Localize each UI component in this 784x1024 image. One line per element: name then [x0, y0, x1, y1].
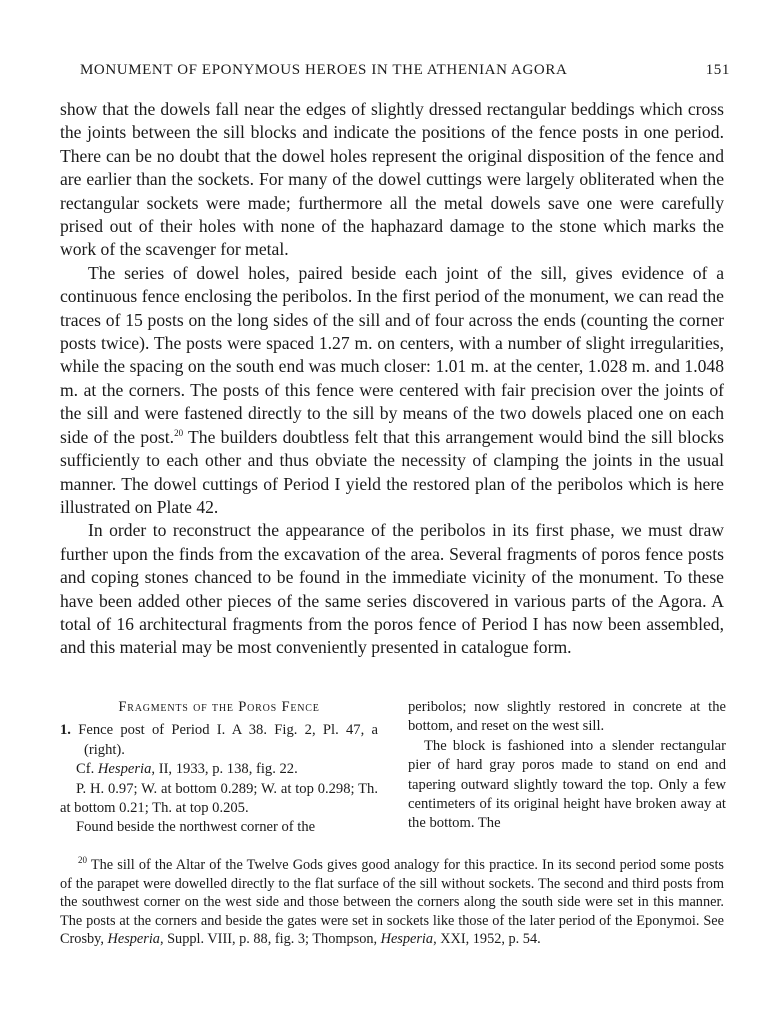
catalogue-item-1-found: Found beside the northwest corner of the	[76, 819, 316, 836]
footnote-marker: 20	[78, 855, 87, 866]
main-text	[60, 98, 724, 660]
footnote-20: $^{20}$ The sill of the Altar of the Twelve Gods gives good analogy for this practice. In its second period some posts of the parapet were dowelled directly to the flat surface of the sill without sockets. The second and third posts from the southwest corner on the west side and those between the corners along the south side were set in this manner. The posts at the corners and beside the gates were set in sockets like those of the later period of the Eponymoi. See Crosby, Hesperia, Suppl. VIII, p. 88, fig. 3; Thompson, Hesperia, XXI, 1952, p. 54.	[60, 855, 724, 948]
catalogue-item-1-title: 1. Fence post of Period I. A 38. Fig. 2, Pl. 47, a (right).	[60, 722, 378, 758]
paragraph-1: show that the dowels fall near the edges of slightly dressed rectangular beddings which cross the joints between the sill blocks and indicate the positions of the fence posts in one period. There can be no doubt that the dowel holes represent the original disposition of the fence and are earlier than the sockets. For many of the dowel cuttings were largely obliterated when the rectangular sockets were made; furthermore all the metal dowels save one were carefully prised out of their holes with none of the haphazard damage to the stone which marks the work of the scavenger for metal.	[60, 99, 724, 260]
catalogue-heading: Fragments of the Poros Fence	[118, 699, 320, 715]
page-number: 151	[705, 62, 730, 78]
catalogue-item-1-ref: Cf. Hesperia, II, 1933, p. 138, fig. 22.	[76, 761, 298, 778]
footnote-ref-20[interactable]: 20	[174, 427, 184, 438]
paragraph-2: The series of dowel holes, paired beside each joint of the sill, gives evidence of a continuous fence enclosing the peribolos. In the first period of the monument, we can read the traces of 15 posts on the long sides of the sill and of four across the ends (counting the corner posts twice). The posts were spaced 1.27 m. on centers, with a number of slight irregularities, while the spacing on the south end was much closer: 1.01 m. at the center, 1.028 m. and 1.048 m. at the corners. The posts of this fence were centered with fair precision over the joints of the sill and were fastened directly to the sill by means of the two dowels placed one on each side of the post.$^{20}$ The builders doubtless felt that this arrangement would bind the sill blocks sufficiently to each other and thus obviate the necessity of clamping the joints in the usual manner. The dowel cuttings of Period I yield the restored plan of the peribolos which is here illustrated on Plate 42.	[60, 262, 724, 517]
paragraph-3: In order to reconstruct the appearance of the peribolos in its first phase, we must draw further upon the finds from the excavation of the area. Several fragments of poros fence posts and coping stones chanced to be found in the immediate vicinity of the monument. To these have been added other pieces of the same series discovered in various parts of the Agora. A total of 16 architectural fragments from the poros fence of Period I has now been assembled, and this material may be most conveniently presented in catalogue form.	[60, 520, 724, 658]
running-title: MONUMENT OF EPONYMOUS HEROES IN THE ATHENIAN AGORA	[80, 62, 568, 78]
running-header	[80, 62, 730, 79]
catalogue-item-1-found-cont: peribolos; now slightly restored in concrete at the bottom, and reset on the west sill.	[408, 699, 726, 735]
catalogue-item-1-dims: P. H. 0.97; W. at bottom 0.289; W. at top 0.298; Th. at bottom 0.21; Th. at top 0.205.	[60, 780, 378, 817]
catalogue-item-1-desc: The block is fashioned into a slender rectangular pier of hard gray poros made to stand on end and tapering outward slightly toward the top. Only a few centimeters of its original height have broken away at the bottom. The	[408, 737, 726, 832]
